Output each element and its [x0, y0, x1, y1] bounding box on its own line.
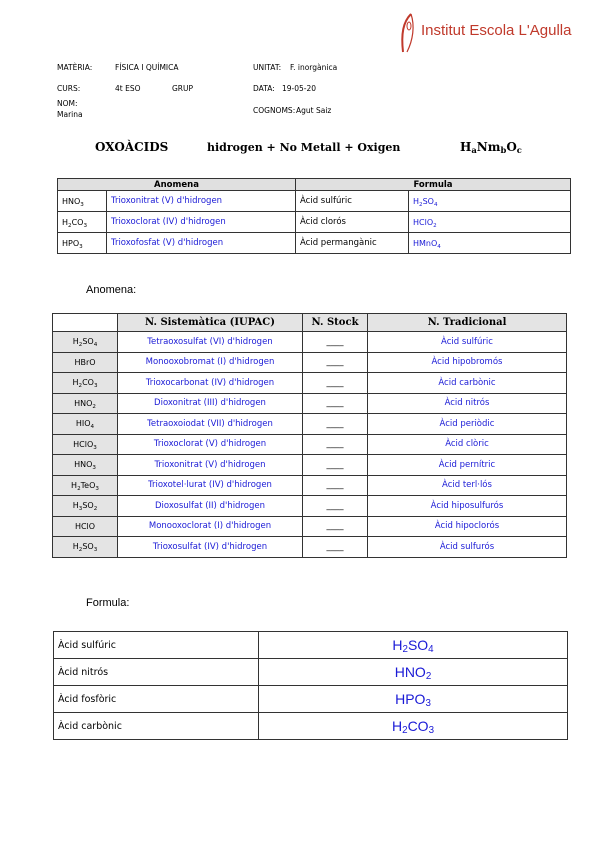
stock-cell: ____: [303, 496, 368, 517]
traditional-cell: Àcid clòric: [368, 434, 567, 455]
formula-cell: [53, 352, 118, 373]
iupac-cell: Trioxocarbonat (IV) d'hidrogen: [118, 373, 303, 394]
acid-name-cell: Àcid carbònic: [54, 713, 259, 740]
acid-name-cell: Àcid nitrós: [54, 659, 259, 686]
table-row: [53, 537, 567, 558]
data-value: 19-05-20: [282, 84, 317, 93]
general-formula: $H_aNm_bO_c$: [460, 140, 522, 155]
answer-formula-cell: [409, 233, 571, 254]
page-title: OXOÀCIDS: [95, 140, 169, 154]
formula-part: 2: [78, 547, 83, 554]
iupac-cell: Tetraoxosulfat (VI) d'hidrogen: [118, 332, 303, 353]
table-row: [53, 393, 567, 414]
formula-part: HPO: [395, 691, 426, 707]
formula-part: HPO: [62, 238, 80, 248]
formula-part: HNO: [74, 398, 93, 408]
stock-cell: ____: [303, 373, 368, 394]
table-row: [53, 332, 567, 353]
traditional-cell: Àcid periòdic: [368, 414, 567, 435]
formula-part: 2: [402, 644, 408, 655]
formula-part: H: [413, 196, 420, 206]
traditional-cell: Àcid carbònic: [368, 373, 567, 394]
stock-cell: ____: [303, 455, 368, 476]
formula-part: 3: [95, 485, 99, 492]
materia-value: FÍSICA I QUÍMICA: [115, 63, 179, 72]
answer-formula-cell: [259, 659, 568, 686]
formula-part: HNO: [394, 664, 426, 680]
data-label: DATA:: [253, 84, 275, 93]
formula-part: 3: [80, 201, 84, 208]
stock-cell: ____: [303, 414, 368, 435]
iupac-cell: Dioxonitrat (III) d'hidrogen: [118, 393, 303, 414]
formula-cell: [53, 455, 118, 476]
formula-part: H: [72, 501, 79, 511]
table-row: [58, 191, 571, 212]
iupac-header: N. Sistemàtica (IUPAC): [118, 314, 303, 332]
traditional-name-cell: Àcid permangànic: [296, 233, 409, 254]
name-cell: Trioxonitrat (V) d'hidrogen: [107, 191, 296, 212]
formula-part: 2: [68, 222, 72, 229]
cognoms-label: COGNOMS:: [253, 106, 296, 115]
formula-part: HIO: [75, 419, 91, 429]
formula-part: CO: [82, 378, 94, 388]
section-anomena-title: Anomena:: [86, 284, 137, 296]
formula-part: HMnO: [413, 238, 438, 248]
answer-formula-cell: [409, 212, 571, 233]
table-row: [54, 632, 568, 659]
exercise-table-3: [53, 631, 568, 740]
iupac-cell: Trioxotel·lurat (IV) d'hidrogen: [118, 475, 303, 496]
answer-formula-cell: [409, 191, 571, 212]
formula-part: 4: [433, 201, 438, 208]
formula-part: H: [391, 718, 403, 734]
formula-part: SO: [82, 542, 94, 552]
institution-logo: [393, 12, 593, 56]
formula-cell: [53, 393, 118, 414]
blank-header: [53, 314, 118, 332]
acid-name-cell: Àcid fosfòric: [54, 686, 259, 713]
stock-cell: ____: [303, 332, 368, 353]
stock-cell: ____: [303, 352, 368, 373]
iupac-cell: Monooxoclorat (I) d'hidrogen: [118, 516, 303, 537]
materia-label: MATÈRIA:: [57, 63, 93, 72]
iupac-cell: Trioxonitrat (V) d'hidrogen: [118, 455, 303, 476]
table-row: [58, 233, 571, 254]
iupac-cell: Trioxoclorat (V) d'hidrogen: [118, 434, 303, 455]
unitat-label: UNITAT:: [253, 63, 282, 72]
formula-part: H: [72, 378, 79, 388]
curs-value: 4t ESO: [115, 84, 141, 93]
formula-part: 3: [428, 725, 435, 736]
unitat-value: F. inorgànica: [290, 63, 338, 72]
formula-part: 3: [79, 243, 83, 250]
formula-part: 2: [77, 485, 81, 492]
formula-part: 3: [92, 465, 96, 472]
formula-part: 3: [93, 547, 98, 554]
formula-part: 4: [437, 243, 441, 250]
table-row: [53, 352, 567, 373]
table-row: [53, 496, 567, 517]
formula-part: 2: [92, 403, 96, 410]
formula-cell: [58, 233, 107, 254]
formula-part: 4: [90, 424, 95, 431]
formula-part: 2: [433, 222, 437, 229]
traditional-cell: Àcid hipoclorós: [368, 516, 567, 537]
curs-label: CURS:: [57, 84, 81, 93]
formula-part: CO: [407, 718, 429, 734]
institution-name: Institut Escola L'Agulla: [421, 22, 572, 39]
formula-part: H: [62, 217, 69, 227]
formula-part: H: [72, 542, 79, 552]
formula-part: 3: [83, 222, 88, 229]
answer-formula-cell: [259, 686, 568, 713]
exercise-table-1: [57, 178, 571, 254]
formula-part: 4: [428, 644, 434, 655]
formula-part: H: [392, 637, 403, 653]
traditional-name-cell: Àcid sulfúric: [296, 191, 409, 212]
table-row: [53, 373, 567, 394]
traditional-cell: Àcid sulfúric: [368, 332, 567, 353]
formula-part: 2: [78, 342, 83, 349]
traditional-cell: Àcid pernítric: [368, 455, 567, 476]
cognoms-value: Agut Saiz: [296, 106, 332, 115]
answer-formula-cell: [259, 632, 568, 659]
anomena-header: Anomena: [58, 179, 296, 191]
formula-part: SO: [82, 501, 94, 511]
nom-label: NOM:: [57, 99, 78, 108]
traditional-cell: Àcid nitrós: [368, 393, 567, 414]
stock-cell: ____: [303, 393, 368, 414]
answer-formula-cell: [259, 713, 568, 740]
stock-cell: ____: [303, 537, 368, 558]
exercise-table-2: [52, 313, 567, 558]
formula-part: 4: [93, 342, 98, 349]
formula-part: 3: [93, 383, 98, 390]
formula-part: CO: [71, 217, 84, 227]
formula-part: HClO: [73, 439, 94, 449]
stock-header: N. Stock: [303, 314, 368, 332]
formula-part: SO: [422, 196, 434, 206]
iupac-cell: Trioxosulfat (IV) d'hidrogen: [118, 537, 303, 558]
stock-cell: ____: [303, 516, 368, 537]
traditional-cell: Àcid hipobromós: [368, 352, 567, 373]
nom-value: Marina: [57, 110, 83, 119]
traditional-cell: Àcid hiposulfurós: [368, 496, 567, 517]
formula-part: 2: [419, 201, 423, 208]
table-row: [54, 713, 568, 740]
formula-part: 3: [78, 506, 83, 513]
formula-part: TeO: [80, 480, 96, 490]
formula-cell: [53, 373, 118, 394]
iupac-cell: Dioxosulfat (II) d'hidrogen: [118, 496, 303, 517]
formula-cell: [53, 475, 118, 496]
formula-cell: [58, 212, 107, 233]
formula-part: 3: [93, 444, 97, 451]
traditional-name-cell: Àcid clorós: [296, 212, 409, 233]
stock-cell: ____: [303, 434, 368, 455]
composition-rule: hidrogen + No Metall + Oxigen: [207, 141, 401, 154]
formula-cell: [53, 414, 118, 435]
table-row: [53, 455, 567, 476]
section-formula-title: Formula:: [86, 597, 130, 609]
stock-cell: ____: [303, 475, 368, 496]
iupac-cell: Tetraoxoiodat (VII) d'hidrogen: [118, 414, 303, 435]
formula-cell: [53, 496, 118, 517]
formula-part: 2: [425, 671, 432, 682]
table-row: [53, 414, 567, 435]
formula-part: HNO: [74, 460, 93, 470]
formula-part: HNO: [62, 196, 81, 206]
formula-part: 2: [78, 383, 83, 390]
table-row: [53, 434, 567, 455]
table-row: [58, 212, 571, 233]
iupac-cell: Monooxobromat (I) d'hidrogen: [118, 352, 303, 373]
table-row: [54, 686, 568, 713]
formula-part: 2: [402, 725, 408, 736]
formula-cell: [58, 191, 107, 212]
acid-name-cell: Àcid sulfúric: [54, 632, 259, 659]
formula-cell: [53, 537, 118, 558]
formula-part: SO: [82, 337, 94, 347]
formula-part: SO: [407, 637, 429, 653]
table-row: [54, 659, 568, 686]
formula-part: 3: [425, 698, 431, 709]
traditional-header: N. Tradicional: [368, 314, 567, 332]
formula-cell: [53, 434, 118, 455]
formula-header: Formula: [296, 179, 571, 191]
grup-label: GRUP: [172, 84, 194, 93]
formula-part: HClO: [74, 521, 96, 531]
table-row: [53, 475, 567, 496]
formula-cell: [53, 516, 118, 537]
name-cell: Trioxofosfat (V) d'hidrogen: [107, 233, 296, 254]
formula-cell: [53, 332, 118, 353]
formula-part: HBrO: [74, 357, 96, 367]
needle-logo-icon: [393, 12, 419, 56]
traditional-cell: Àcid sulfurós: [368, 537, 567, 558]
traditional-cell: Àcid terl·lós: [368, 475, 567, 496]
formula-part: 2: [93, 506, 98, 513]
table-row: [53, 516, 567, 537]
formula-part: H: [72, 337, 79, 347]
formula-part: HClO: [413, 217, 434, 227]
formula-part: H: [71, 480, 78, 490]
name-cell: Trioxoclorat (IV) d'hidrogen: [107, 212, 296, 233]
